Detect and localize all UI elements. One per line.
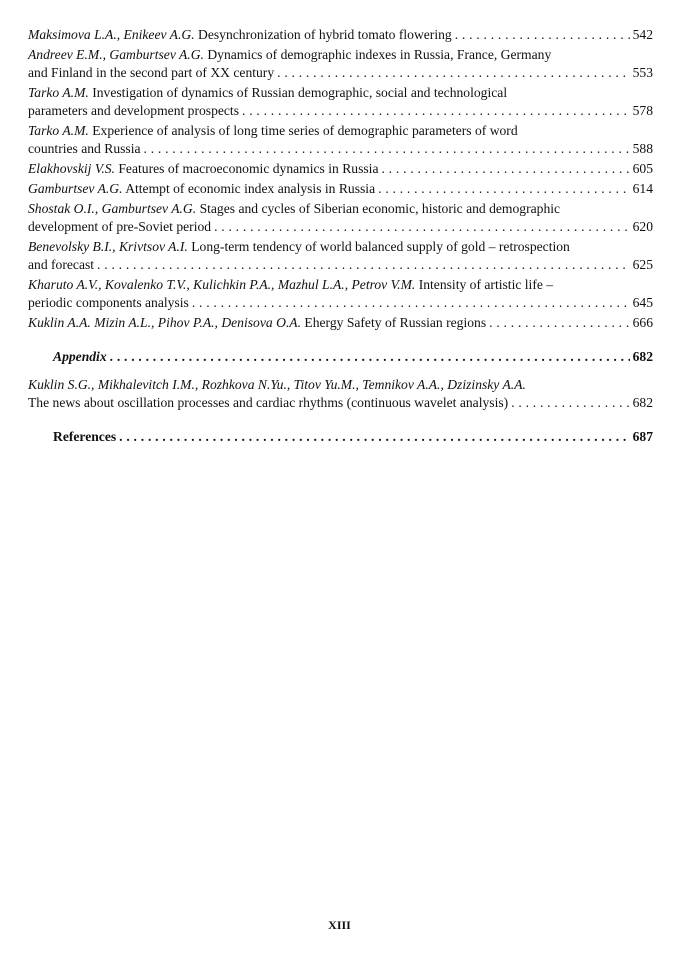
toc-entry[interactable]: [28, 314, 653, 332]
dot-leader: [242, 102, 630, 120]
entry-author: Shostak O.I., Gamburtsev A.G.: [28, 201, 197, 216]
entry-title-line-1: Stages and cycles of Siberian economic, historic and demographic: [199, 201, 561, 216]
entry-author: Gamburtsev A.G.: [28, 181, 123, 196]
references-page: 687: [632, 429, 653, 444]
entry-author: Maksimova L.A., Enikeev A.G.: [28, 27, 195, 42]
toc-entry[interactable]: [28, 84, 653, 120]
dot-leader: [214, 218, 630, 236]
dot-leader: [144, 140, 630, 158]
entry-page: 645: [632, 295, 653, 310]
entry-title: Ehergy Safety of Russian regions: [304, 315, 487, 330]
entry-title-line-1: Investigation of dynamics of Russian demographic, social and technological: [92, 85, 508, 100]
toc-entry[interactable]: [28, 160, 653, 178]
appendix-heading: Appendix: [53, 349, 107, 364]
entry-title-line-2: and Finland in the second part of XX century: [28, 65, 275, 80]
entry-author: Kuklin A.A. Mizin A.L., Pihov P.A., Denisova O.A.: [28, 315, 301, 330]
entry-title-line-2: periodic components analysis: [28, 295, 189, 310]
dot-leader: [97, 256, 630, 274]
entry-title-line-2: countries and Russia: [28, 141, 141, 156]
references-heading: References: [53, 429, 117, 444]
entry-page: 605: [632, 161, 653, 176]
entry-title: Attempt of economic index analysis in Russia: [125, 181, 376, 196]
appendix-section[interactable]: [28, 348, 653, 366]
entry-title-line-1: Intensity of artistic life –: [418, 277, 554, 292]
dot-leader: [381, 160, 629, 178]
entry-title-line-1: Dynamics of demographic indexes in Russia, France, Germany: [207, 47, 552, 62]
entry-title: The news about oscillation processes and cardiac rhythms (continuous wavelet analysis): [28, 395, 509, 410]
entry-author: Elakhovskij V.S.: [28, 161, 115, 176]
dot-leader: [277, 64, 629, 82]
entry-author: Kharuto A.V., Kovalenko T.V., Kulichkin P.A., Mazhul L.A., Petrov V.M.: [28, 277, 416, 292]
entry-page: 625: [632, 257, 653, 272]
entry-title-line-2: parameters and development prospects: [28, 103, 240, 118]
entry-title-line-1: Long-term tendency of world balanced supply of gold – retrospection: [191, 239, 570, 254]
entry-page: 614: [632, 181, 653, 196]
entry-author: Tarko A.M.: [28, 85, 89, 100]
dot-leader: [119, 428, 629, 446]
entry-page: 620: [632, 219, 653, 234]
entry-page: 578: [632, 103, 653, 118]
toc-entry[interactable]: [28, 122, 653, 158]
toc-entry[interactable]: [28, 180, 653, 198]
entry-title: Features of macroeconomic dynamics in Russia: [118, 161, 379, 176]
table-of-contents: [28, 26, 653, 460]
references-section[interactable]: [28, 428, 653, 446]
entry-author: Benevolsky B.I., Krivtsov A.I.: [28, 239, 188, 254]
entry-title: Desynchronization of hybrid tomato flowering: [198, 27, 452, 42]
dot-leader: [110, 348, 630, 366]
entry-author: Tarko A.M.: [28, 123, 89, 138]
toc-entry[interactable]: [28, 238, 653, 274]
appendix-page: 682: [632, 349, 653, 364]
entry-page: 553: [632, 65, 653, 80]
dot-leader: [192, 294, 630, 312]
toc-entry[interactable]: [28, 26, 653, 44]
entry-title-line-2: development of pre-Soviet period: [28, 219, 212, 234]
dot-leader: [378, 180, 629, 198]
entry-title-line-1: Experience of analysis of long time series of demographic parameters of word: [92, 123, 518, 138]
entry-author: Andreev E.M., Gamburtsev A.G.: [28, 47, 204, 62]
entry-page: 588: [632, 141, 653, 156]
dot-leader: [489, 314, 629, 332]
page-number: XIII: [328, 918, 351, 932]
dot-leader: [511, 394, 629, 412]
entry-author: Kuklin S.G., Mikhalevitch I.M., Rozhkova N.Yu., Titov Yu.M., Temnikov A.A., Dzizinsky A.A.: [28, 377, 526, 392]
entry-page: 666: [632, 315, 653, 330]
toc-entry[interactable]: [28, 376, 653, 412]
dot-leader: [455, 26, 630, 44]
toc-entry[interactable]: [28, 46, 653, 82]
entry-page: 682: [632, 395, 653, 410]
entry-page: 542: [632, 27, 653, 42]
toc-entry[interactable]: [28, 200, 653, 236]
toc-entry[interactable]: [28, 276, 653, 312]
entry-title-line-2: and forecast: [28, 257, 95, 272]
